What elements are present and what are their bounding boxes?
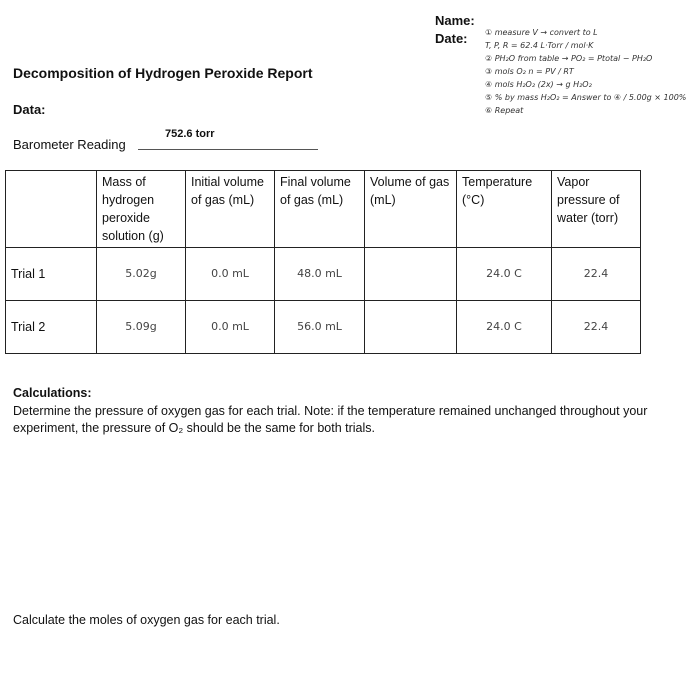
note-line: ⑥ Repeat (485, 106, 524, 115)
final-volume-cell: 56.0 mL (275, 301, 365, 354)
barometer-label: Barometer Reading (13, 137, 126, 152)
initial-volume-cell: 0.0 mL (186, 301, 275, 354)
barometer-underline (138, 149, 318, 150)
mass-cell: 5.09g (97, 301, 186, 354)
header-cell: Temperature (°C) (457, 171, 552, 248)
header-cell: Mass of hydrogen peroxide solution (g) (97, 171, 186, 248)
report-title: Decomposition of Hydrogen Peroxide Report (13, 65, 313, 81)
table-row (6, 301, 641, 354)
header-cell: Final volume of gas (mL) (275, 171, 365, 248)
note-line: T, P, R = 62.4 L·Torr / mol·K (485, 41, 594, 50)
row-label: Trial 1 (6, 248, 97, 301)
vapor-pressure-cell: 22.4 (552, 301, 641, 354)
temperature-cell: 24.0 C (457, 301, 552, 354)
mass-cell: 5.02g (97, 248, 186, 301)
name-date-block (435, 12, 475, 48)
barometer-value: 752.6 torr (165, 128, 215, 140)
note-line: ③ mols O₂ n = PV / RT (485, 67, 574, 76)
volume-cell (365, 248, 457, 301)
moles-instructions: Calculate the moles of oxygen gas for each trial. (13, 613, 280, 627)
date-label: Date: (435, 31, 468, 46)
data-heading: Data: (13, 102, 46, 117)
header-cell: Initial volume of gas (mL) (186, 171, 275, 248)
row-label: Trial 2 (6, 301, 97, 354)
vapor-pressure-cell: 22.4 (552, 248, 641, 301)
data-table (5, 170, 641, 354)
header-cell: Volume of gas (mL) (365, 171, 457, 248)
calculations-instructions: Determine the pressure of oxygen gas for each trial. Note: if the temperature remained unchanged throughout your experiment, the pressure of O₂ should be the same for both trials. (13, 404, 648, 435)
volume-cell (365, 301, 457, 354)
header-cell: Vapor pressure of water (torr) (552, 171, 641, 248)
note-line: ⑤ % by mass H₂O₂ = Answer to ④ / 5.00g × 100% (485, 93, 686, 102)
note-line: ④ mols H₂O₂ (2x) → g H₂O₂ (485, 80, 592, 89)
table-row (6, 248, 641, 301)
table-header-row (6, 171, 641, 248)
handwritten-notes (485, 26, 686, 117)
temperature-cell: 24.0 C (457, 248, 552, 301)
final-volume-cell: 48.0 mL (275, 248, 365, 301)
name-label: Name: (435, 13, 475, 28)
calculations-heading: Calculations: (13, 386, 92, 400)
initial-volume-cell: 0.0 mL (186, 248, 275, 301)
note-line: ② PH₂O from table → PO₂ = Ptotal − PH₂O (485, 54, 653, 63)
note-line: ① measure V → convert to L (485, 28, 598, 37)
header-cell (6, 171, 97, 248)
